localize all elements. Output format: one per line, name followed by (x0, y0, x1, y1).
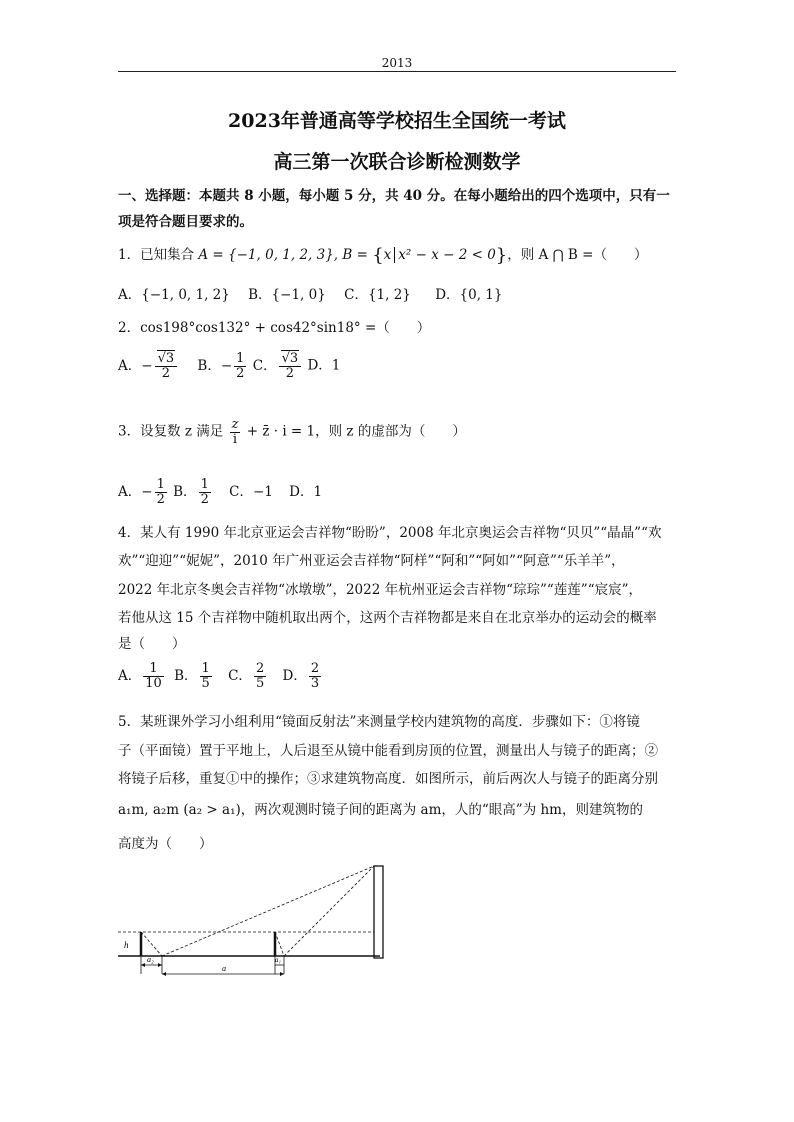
q2-option-a[interactable] (118, 351, 179, 381)
label-a1: a₁ (275, 956, 281, 964)
label-a2: a₂ (147, 955, 154, 964)
q2-option-c[interactable] (252, 351, 303, 381)
question-4-line5: 是（ ） (118, 636, 186, 652)
q4-d-label: D． (282, 667, 307, 684)
q1-suffix: ，则 A ⋂ B =（ ） (507, 247, 648, 263)
arrowhead (162, 972, 166, 976)
q3-a-label: A． (118, 483, 142, 500)
page-header: 2013 (381, 56, 413, 70)
q4-option-a[interactable] (118, 661, 166, 691)
question-4-line3: 2022 年北京冬奥会吉祥物“冰墩墩”，2022 年杭州亚运会吉祥物“琮琮”“莲莲”“宸宸”， (118, 582, 643, 598)
ray-mirror2-top (284, 866, 374, 956)
ray-eye1-mirror1 (141, 932, 162, 956)
q3-b-label: B． (173, 483, 197, 500)
label-h: h (124, 940, 129, 950)
q3-option-a[interactable] (118, 477, 169, 507)
q4-d-fraction (309, 662, 321, 690)
denominator: 10 (145, 675, 162, 691)
q1-option-a[interactable]: A．{−1, 0, 1, 2} (118, 287, 230, 303)
question-5-line1: 5．某班课外学习小组利用“镜面反射法”来测量学校内建筑物的高度．步骤如下：①将镜 (118, 714, 640, 730)
mirror-reflection-figure (118, 862, 393, 980)
q4-a-fraction (143, 662, 164, 690)
q4-b-label: B． (174, 667, 198, 684)
arrowhead (158, 963, 162, 967)
section-instructions-line2: 项是符合题目要求的。 (118, 214, 253, 230)
building (374, 866, 383, 958)
section-instructions-line1: 一、选择题：本题共 8 小题，每小题 5 分，共 40 分。在每小题给出的四个选项中，只有一 (118, 188, 670, 204)
question-3-options (118, 478, 322, 506)
sqrt3: √3 (157, 351, 175, 366)
denominator: 2 (200, 491, 209, 507)
left-brace: { (372, 245, 384, 266)
denominator: 2 (285, 365, 294, 381)
denominator: 2 (161, 365, 170, 381)
numerator: 1 (156, 477, 165, 492)
denominator: i (232, 431, 238, 447)
minus-sign: − (141, 483, 153, 500)
exam-title: 2023年普通高等学校招生全国统一考试 (228, 110, 566, 132)
q1-setA: A = {−1, 0, 1, 2, 3}, B = (198, 247, 373, 263)
question-1-stem (118, 243, 647, 266)
numerator: 2 (255, 661, 265, 676)
q3-option-c[interactable]: C．−1 (229, 483, 273, 500)
denominator: 2 (236, 365, 245, 381)
q1-option-d[interactable]: D．{0, 1} (435, 287, 503, 303)
q4-option-b[interactable] (174, 661, 214, 691)
numerator: 1 (236, 351, 245, 366)
question-5-line5: 高度为（ ） (118, 836, 213, 852)
q3-a-fraction (155, 478, 167, 506)
denominator: 5 (201, 675, 210, 691)
q4-option-d[interactable] (282, 661, 324, 691)
q2-b-fraction (234, 352, 246, 380)
ray-eye2-mirror2 (275, 932, 284, 956)
q4-c-label: C． (228, 667, 252, 684)
numerator: 1 (200, 477, 209, 492)
sqrt3: √3 (281, 351, 299, 366)
q2-c-fraction (279, 352, 302, 380)
question-4-line4: 若他从这 15 个吉祥物中随机取出两个，这两个吉祥物都是来自在北京举办的运动会的概率 (118, 610, 657, 626)
q4-c-fraction (254, 662, 266, 690)
numerator: 1 (143, 662, 164, 677)
question-4-options (118, 662, 323, 690)
minus-sign: − (141, 357, 153, 374)
q3-option-b[interactable] (173, 477, 213, 507)
q4-a-label: A． (118, 667, 142, 684)
right-brace: } (495, 245, 508, 266)
q2-c-label: C． (252, 357, 277, 374)
question-4-line1: 4．某人有 1990 年北京亚运会吉祥物“盼盼”，2008 年北京奥运会吉祥物“贝贝”“晶晶”“欢 (118, 525, 662, 541)
q2-b-label: B． (197, 357, 221, 374)
header-rule (118, 71, 676, 72)
label-a: a (222, 964, 226, 973)
q1-option-c[interactable]: C．{1, 2} (344, 287, 411, 303)
q2-option-d[interactable]: D．1 (307, 357, 341, 374)
question-4-line2: 欢”“迎迎”“妮妮”，2010 年广州亚运会吉祥物“阿样”“阿和”“阿如”“阿意”“乐羊羊”， (118, 553, 625, 569)
denominator: 3 (310, 675, 320, 691)
question-3-stem (118, 418, 466, 446)
denominator: 2 (156, 491, 165, 507)
q1-setB-inner: x² − x − 2 < 0 (398, 247, 496, 263)
q2-a-fraction (155, 352, 178, 380)
q4-option-c[interactable] (228, 661, 268, 691)
q2-option-b[interactable] (197, 351, 248, 381)
minus-sign: − (220, 357, 233, 374)
question-2-stem: 2．cos198°cos132° + cos42°sin18° =（ ） (118, 320, 431, 336)
q3-prefix: 3．设复数 z 满足 (118, 423, 228, 440)
q4-b-fraction (200, 662, 212, 690)
q3-option-d[interactable]: D．1 (289, 483, 323, 500)
question-2-options (118, 352, 340, 380)
numerator: z (231, 417, 239, 432)
ray-mirror1-top (162, 866, 374, 956)
q1-prefix: 1．已知集合 (118, 247, 199, 263)
arrowhead (141, 963, 145, 967)
numerator: 2 (310, 661, 320, 676)
q3-b-fraction (199, 478, 211, 506)
q2-a-label: A． (118, 357, 142, 374)
q1-setB-var: x (383, 247, 392, 263)
arrowhead (280, 972, 284, 976)
q3-fraction (230, 418, 241, 446)
question-5-line2: 子（平面镜）置于平地上，人后退至从镜中能看到房顶的位置，测量出人与镜子的距离；② (118, 743, 658, 759)
question-1-options (118, 283, 512, 303)
numerator: 1 (201, 661, 210, 676)
q1-option-b[interactable]: B．{−1, 0} (248, 287, 326, 303)
q3-rest: + z̄ · i = 1，则 z 的虚部为（ ） (242, 423, 466, 440)
exam-subtitle: 高三第一次联合诊断检测数学 (273, 151, 521, 173)
denominator: 5 (255, 675, 265, 691)
question-5-line4: a₁m, a₂m (a₂ > a₁)，两次观测时镜子间的距离为 am，人的“眼高”为 hm，则建筑物的 (118, 802, 643, 818)
set-bar (394, 247, 395, 263)
question-5-line3: 将镜子后移，重复①中的操作；③求建筑物高度．如图所示，前后两次人与镜子的距离分别 (118, 771, 658, 787)
